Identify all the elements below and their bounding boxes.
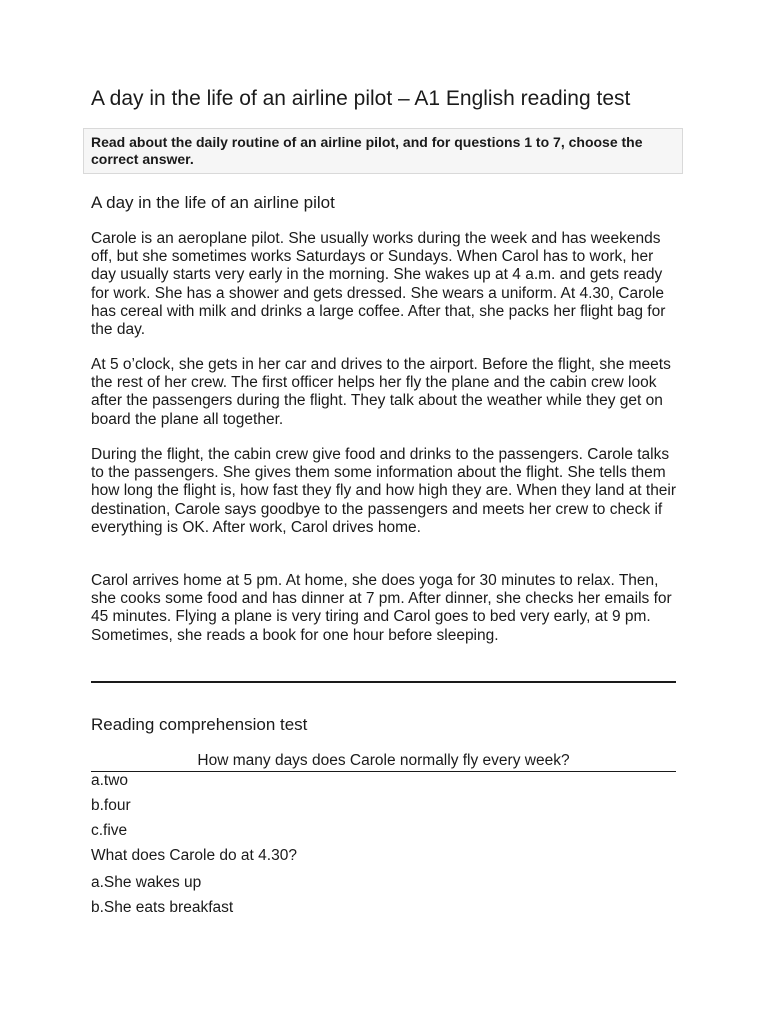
question-1-option-a[interactable]: a.two [91, 772, 129, 789]
question-2-option-a[interactable]: a.She wakes up [91, 874, 202, 891]
question-1-option-b[interactable]: b.four [91, 797, 131, 814]
question-1-text: How many days does Carole normally fly every week? [91, 751, 676, 772]
question-2-option-b[interactable]: b.She eats breakfast [91, 899, 234, 916]
question-2-text: What does Carole do at 4.30? [91, 847, 297, 864]
passage-heading: A day in the life of an airline pilot [91, 193, 335, 212]
instruction-box [83, 128, 683, 174]
passage-paragraph: At 5 o’clock, she gets in her car and drives to the airport. Before the flight, she meets the rest of her crew. The first officer helps her fly the plane and the cabin crew look after the passengers during the flight. They talk about the weather while they get on board the plane all together. [91, 356, 671, 428]
question-1-option-c[interactable]: c.five [91, 822, 128, 839]
instruction-text: Read about the daily routine of an airline pilot, and for questions 1 to 7, choose the correct answer. [91, 134, 643, 167]
document-title: A day in the life of an airline pilot – A1 English reading test [91, 87, 631, 110]
section-divider [91, 681, 676, 683]
passage-paragraph: Carol arrives home at 5 pm. At home, she does yoga for 30 minutes to relax. Then, she cooks some food and has dinner at 7 pm. After dinner, she checks her emails for 45 minutes. Flying a plane is very tiring and Carol goes to bed very early, at 9 pm. Sometimes, she reads a book for one hour before sleeping. [91, 572, 672, 644]
test-heading: Reading comprehension test [91, 715, 308, 734]
passage-paragraph: Carole is an aeroplane pilot. She usually works during the week and has weekends off, but she sometimes works Saturdays or Sundays. When Carol has to work, her day usually starts very early in the morning. She wakes up at 4 a.m. and gets ready for work. She has a shower and gets dressed. She wears a uniform. At 4.30, Carole has cereal with milk and drinks a large coffee. After that, she packs her flight bag for the day. [91, 230, 666, 339]
passage-paragraph: During the flight, the cabin crew give food and drinks to the passengers. Carole talks to the passengers. She gives them some information about the flight. She tells them how long the flight is, how fast they fly and how high they are. When they land at their destination, Carole says goodbye to the passengers and meets her crew to check if everything is OK. After work, Carol drives home. [91, 446, 677, 536]
